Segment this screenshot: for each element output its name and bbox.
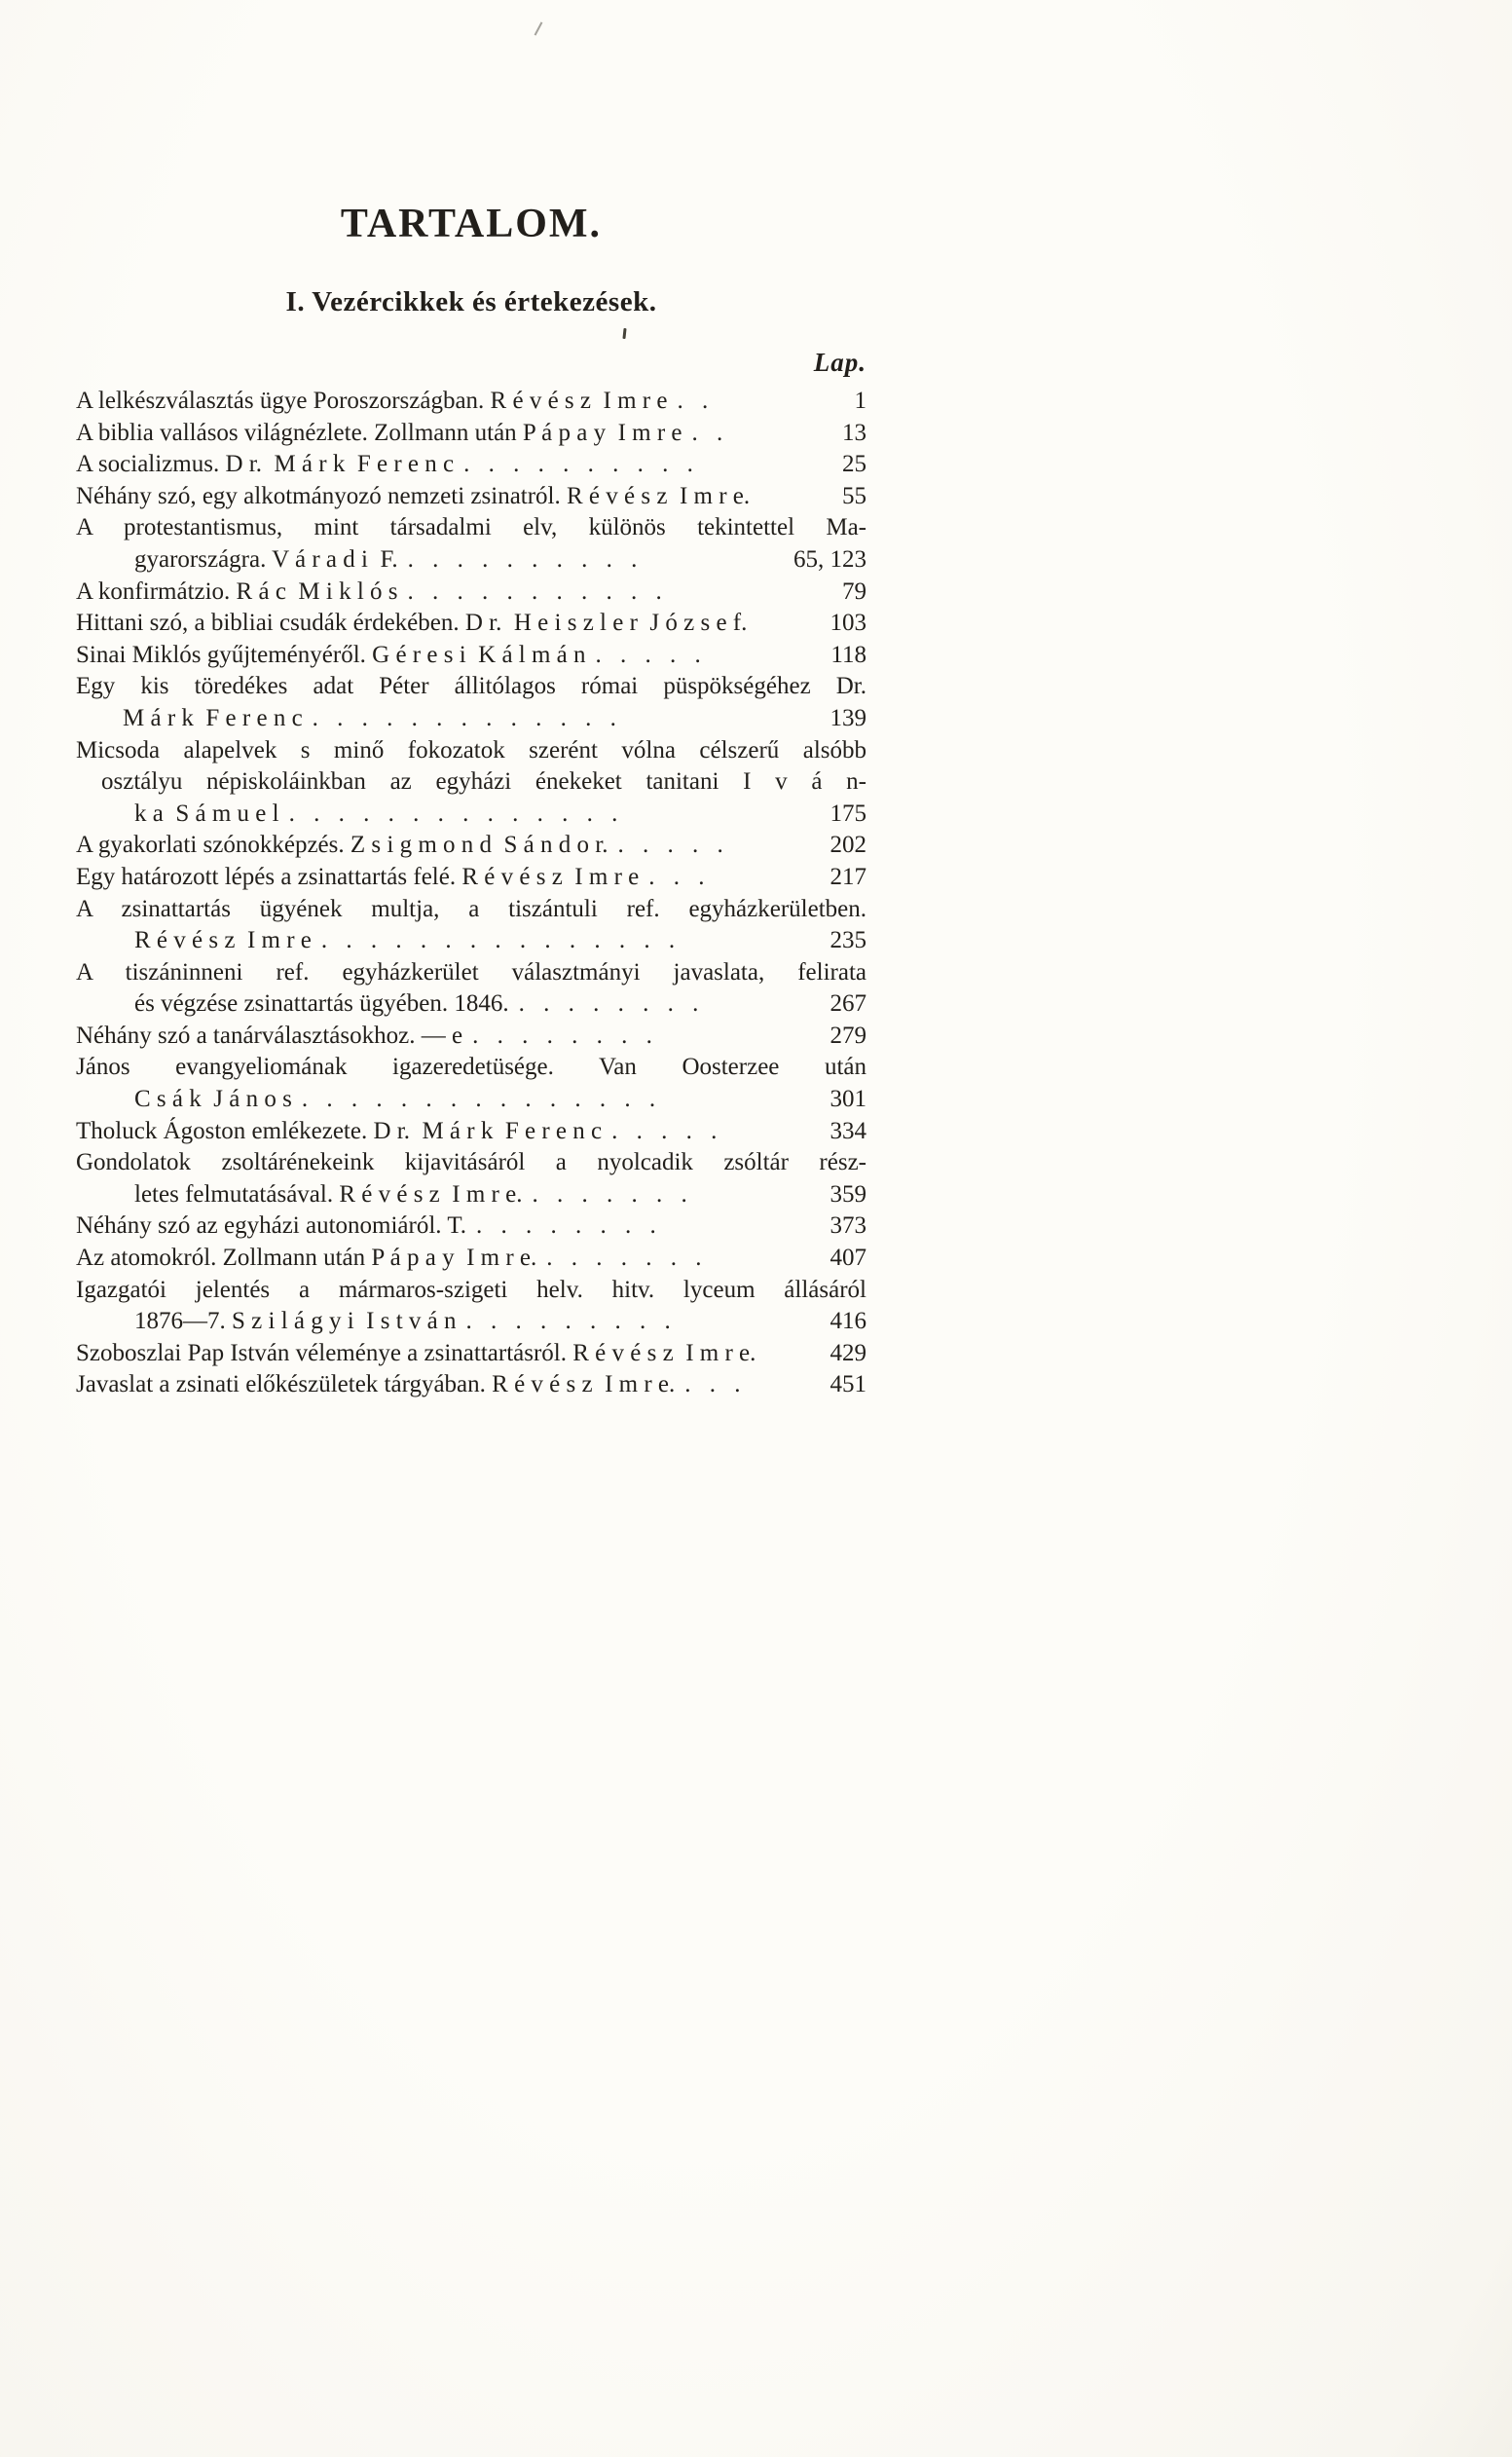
dot-leader: . .	[691, 419, 723, 446]
toc-line	[76, 1021, 867, 1053]
dot-leader: . . . . .	[595, 641, 701, 668]
entry-text: Micsoda alapelvek s minő fokozatok szerént vólna célszerű alsóbb	[76, 736, 867, 763]
toc-entry	[76, 449, 867, 481]
dot-leader: . . . . .	[617, 832, 723, 859]
dot-leader: . . . . . . . . . . . . . . .	[301, 1086, 656, 1113]
toc-line	[76, 512, 867, 544]
toc-entry	[76, 1147, 867, 1210]
toc-entry	[76, 1369, 867, 1401]
page-number: 279	[830, 1022, 867, 1049]
entry-text: Néhány szó a tanárválasztásokhoz. — e	[76, 1022, 463, 1049]
entry-text: Egy határozott lépés a zsinattartás felé. R é v é s z I m r e	[76, 863, 640, 890]
page-number: 359	[830, 1180, 867, 1208]
page-column-label: Lap.	[813, 348, 867, 377]
toc-entry	[76, 1275, 867, 1338]
page-number: 267	[830, 990, 867, 1018]
dot-leader: . . . . .	[611, 1117, 718, 1144]
section-heading: I. Vezércikkek és értekezések.	[285, 286, 657, 317]
toc-entry	[76, 1210, 867, 1243]
toc-entry	[76, 577, 867, 609]
toc-line	[76, 766, 867, 799]
entry-text: Sinai Miklós gyűjteményéről. G é r e s i K á l m á n	[76, 641, 586, 668]
dot-leader: . . .	[648, 863, 705, 890]
toc-entry	[76, 894, 867, 957]
entry-text: A protestantismus, mint társadalmi elv, különös tekintettel Ma-	[76, 514, 867, 541]
entry-text: M á r k F e r e n c	[123, 704, 303, 731]
toc-entry	[76, 608, 867, 640]
entry-text: A konfirmátzio. R á c M i k l ó s	[76, 577, 398, 605]
entry-text: A socializmus. D r. M á r k F e r e n c	[76, 451, 455, 478]
toc-line	[76, 608, 867, 640]
page-number: 13	[842, 419, 867, 446]
page-title: TARTALOM.	[340, 202, 603, 246]
toc-line	[76, 386, 867, 418]
page-number: 65, 123	[793, 545, 867, 573]
toc-entry	[76, 1338, 867, 1370]
dot-leader: . . . . . . . . . . . . . .	[288, 800, 618, 827]
entry-text: Tholuck Ágoston emlékezete. D r. M á r k F e r e n c	[76, 1117, 603, 1144]
dot-leader: . . . . . . . .	[476, 1212, 656, 1240]
toc-entry	[76, 957, 867, 1021]
page-number: 407	[830, 1245, 867, 1272]
entry-text: és végzése zsinattartás ügyében. 1846.	[134, 990, 509, 1018]
toc-entry	[76, 862, 867, 894]
entry-text: Igazgatói jelentés a mármaros-szigeti helv. hitv. lyceum állásáról	[76, 1276, 867, 1303]
toc-entries	[76, 386, 867, 1401]
toc-entry	[76, 640, 867, 672]
entry-text: osztályu népiskoláinkban az egyházi énekeket tanitani I v á n-	[101, 768, 867, 796]
entry-text: A gyakorlati szónokképzés. Z s i g m o n d S á n d o r.	[76, 832, 608, 859]
toc-entry	[76, 671, 867, 734]
entry-text: k a S á m u e l	[134, 800, 279, 827]
entry-text: A tiszáninneni ref. egyházkerület választmányi javaslata, felirata	[76, 958, 867, 986]
dot-leader: . . . . . . . . . . . . .	[312, 704, 616, 731]
toc-line	[76, 1243, 867, 1275]
toc-line	[76, 1338, 867, 1370]
dot-leader: . . . . . . . . . .	[463, 451, 693, 478]
toc-line	[76, 481, 867, 513]
dot-leader: . . . . . . . . . . .	[407, 577, 662, 605]
toc-line	[76, 1306, 867, 1338]
entry-text: Gondolatok zsoltárénekeink kijavitásáról a nyolcadik zsóltár rész-	[76, 1149, 867, 1176]
page-number: 79	[842, 577, 867, 605]
page-number: 55	[842, 482, 867, 509]
toc-line	[76, 957, 867, 989]
scan-artifact-slash	[535, 21, 543, 35]
entry-text: letes felmutatásával. R é v é s z I m r e.	[134, 1180, 523, 1208]
dot-leader: . . . . . . . . . .	[407, 545, 638, 573]
page-number: 118	[830, 641, 867, 668]
dot-leader: . . . . . . . . . . . . . . .	[320, 927, 676, 954]
entry-text: Szoboszlai Pap István véleménye a zsinattartásról. R é v é s z I m r e.	[76, 1339, 756, 1366]
entry-text: János evangyeliomának igazeredetüsége. Van Oosterzee után	[76, 1054, 867, 1081]
dot-leader: . . . . . . . .	[518, 990, 699, 1018]
dot-leader: . . . . . . . .	[472, 1022, 652, 1049]
toc-line	[76, 1179, 867, 1211]
dot-leader: . . . . . . . . .	[465, 1308, 671, 1335]
toc-line	[76, 862, 867, 894]
page-column-header-row	[76, 348, 867, 378]
toc-entry	[76, 512, 867, 576]
page-number: 416	[830, 1308, 867, 1335]
toc-line	[76, 418, 867, 450]
dot-leader: . . .	[684, 1371, 741, 1398]
entry-text: A lelkészválasztás ügye Poroszországban. R é v é s z I m r e	[76, 388, 668, 414]
entry-text: Néhány szó, egy alkotmányozó nemzeti zsinatról. R é v é s z I m r e.	[76, 482, 751, 509]
toc-entry	[76, 418, 867, 450]
page-number: 373	[830, 1212, 867, 1240]
toc-entry	[76, 735, 867, 831]
page-number: 235	[830, 927, 867, 954]
entry-text: A biblia vallásos világnézlete. Zollmann után P á p a y I m r e	[76, 419, 682, 446]
page-number: 103	[830, 610, 867, 637]
toc-line	[76, 671, 867, 703]
toc-line	[76, 1116, 867, 1148]
toc-line	[76, 544, 867, 577]
toc-entry	[76, 481, 867, 513]
page-number: 429	[830, 1339, 867, 1366]
toc-line	[76, 1147, 867, 1179]
toc-line	[76, 1369, 867, 1401]
toc-entry	[76, 830, 867, 862]
toc-line	[76, 449, 867, 481]
dot-leader: . . . . . . .	[546, 1245, 702, 1272]
page-number: 1	[854, 388, 867, 414]
toc-line	[76, 640, 867, 672]
toc-line	[76, 894, 867, 926]
entry-text: 1876—7. S z i l á g y i I s t v á n	[134, 1308, 457, 1335]
page-number: 334	[830, 1117, 867, 1144]
toc-line	[76, 988, 867, 1021]
toc-line	[76, 735, 867, 767]
page-number: 139	[830, 704, 867, 731]
toc-line	[76, 1084, 867, 1116]
entry-text: Néhány szó az egyházi autonomiáról. T.	[76, 1212, 467, 1240]
toc-line	[76, 799, 867, 831]
toc-entry	[76, 1052, 867, 1115]
page-number: 217	[830, 863, 867, 890]
toc-entry	[76, 1021, 867, 1053]
page-number: 175	[830, 800, 867, 827]
dot-leader: . .	[677, 388, 709, 414]
entry-text: C s á k J á n o s	[134, 1086, 292, 1113]
entry-text: gyarországra. V á r a d i F.	[134, 545, 398, 573]
page-number: 25	[842, 451, 867, 478]
entry-text: Egy kis töredékes adat Péter állitólagos római püspökségéhez Dr.	[76, 673, 867, 700]
toc-line	[76, 925, 867, 957]
toc-line	[76, 1275, 867, 1307]
toc-entry	[76, 1243, 867, 1275]
toc-content	[76, 201, 867, 1401]
toc-line	[76, 1052, 867, 1084]
dot-leader: . . . . . . .	[532, 1180, 687, 1208]
entry-text: Hittani szó, a bibliai csudák érdekében. D r. H e i s z l e r J ó z s e f.	[76, 610, 748, 637]
entry-text: A zsinattartás ügyének multja, a tiszántuli ref. egyházkerületben.	[76, 895, 867, 922]
toc-line	[76, 1210, 867, 1243]
page-number: 451	[830, 1371, 867, 1398]
toc-entry	[76, 386, 867, 418]
entry-text: Az atomokról. Zollmann után P á p a y I m r e.	[76, 1245, 537, 1272]
entry-text: R é v é s z I m r e	[134, 927, 312, 954]
entry-text: Javaslat a zsinati előkészületek tárgyában. R é v é s z I m r e.	[76, 1371, 676, 1398]
page-number: 301	[830, 1086, 867, 1113]
page-number: 202	[830, 832, 867, 859]
toc-line	[76, 703, 867, 735]
toc-line	[76, 830, 867, 862]
toc-entry	[76, 1116, 867, 1148]
toc-line	[76, 577, 867, 609]
